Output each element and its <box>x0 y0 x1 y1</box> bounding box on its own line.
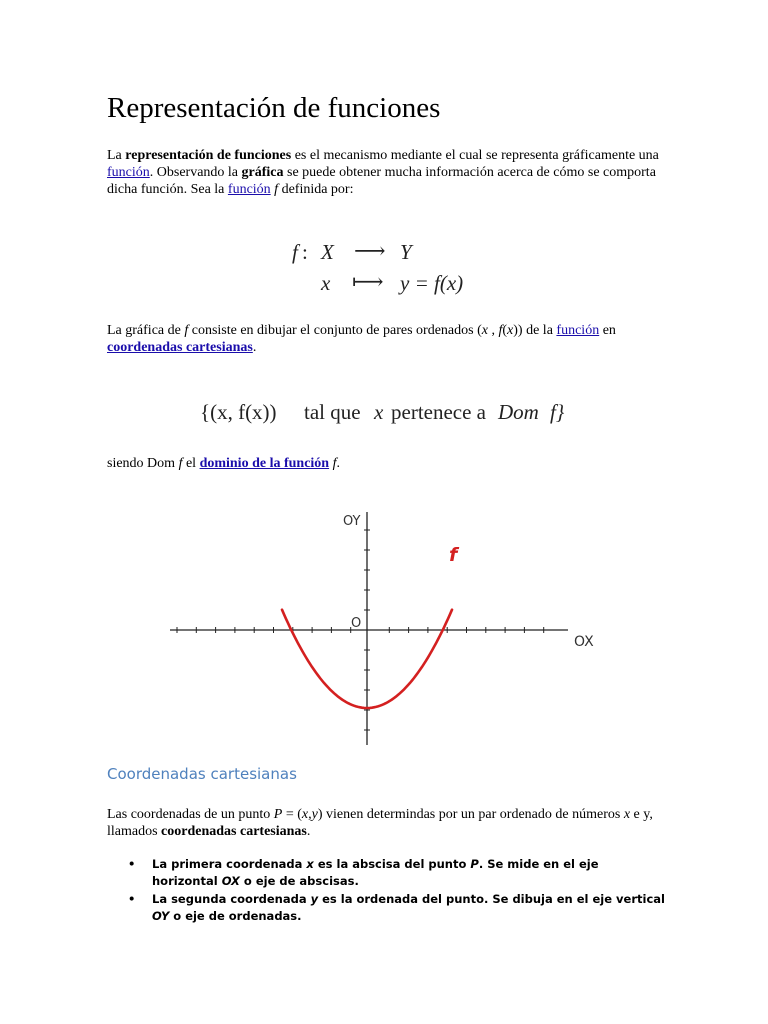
formula-set-dom: Dom <box>498 400 539 424</box>
gp-f: f <box>184 323 189 338</box>
formula-set-f: f} <box>550 400 565 424</box>
link-coordenadas-cartesianas[interactable]: coordenadas cartesianas <box>107 340 253 355</box>
sp-x: x <box>623 807 631 822</box>
gp-text-6: . <box>252 340 257 355</box>
section-heading: Coordenadas cartesianas <box>107 765 297 783</box>
intro-text-6: definida por: <box>278 182 354 197</box>
y-axis <box>364 512 370 745</box>
section-paragraph <box>107 806 667 840</box>
intro-bold-grafica: gráfica <box>241 165 284 180</box>
formula-set-x: x <box>374 400 384 424</box>
gp-text-1: La gráfica de <box>107 323 185 338</box>
x-axis <box>170 627 568 633</box>
sp-xy: x,y <box>301 807 318 822</box>
formula-set-talque: tal que <box>304 400 361 424</box>
link-funcion-1[interactable]: función <box>107 165 150 180</box>
gp-xx: x <box>507 323 514 338</box>
intro-text-3: . Observando la <box>149 165 242 180</box>
formula-set-pertenece: pertenece a <box>391 400 487 424</box>
formula-set-pair: {(x, f(x)) <box>200 400 277 424</box>
dp-dot: . <box>336 456 340 471</box>
b1-P: P <box>470 857 479 871</box>
intro-text-4: se puede obtener mucha información acerca de cómo se comporta dicha función. Sea la <box>107 165 656 197</box>
b2-text-2: es la ordenada del punto. Se dibuja en el eje vertical <box>318 892 665 906</box>
formula-y-eq-fx: y = f(x) <box>400 271 464 295</box>
formula-X: X <box>321 240 334 264</box>
formula-mapsto: ⟼ <box>352 269 384 294</box>
sp-text-3: e y, llamados <box>107 807 653 839</box>
gp-text-4: )) de la <box>513 323 557 338</box>
link-funcion-3[interactable]: función <box>556 323 600 338</box>
link-funcion-2[interactable]: función <box>227 182 271 197</box>
gp-paren: ( <box>502 323 508 338</box>
b1-text-3: . Se mide en el eje horizontal <box>152 857 599 888</box>
gp-fx: f <box>498 323 503 338</box>
formula-Y: Y <box>400 240 412 264</box>
intro-bold-term: representación de funciones <box>125 148 292 163</box>
sp-bold: coordenadas cartesianas <box>161 824 307 839</box>
formula-x: x <box>321 271 331 295</box>
formula-arrow: ⟶ <box>354 238 386 263</box>
axis-label-oy: OY <box>343 514 361 529</box>
dp-f: f <box>178 456 183 471</box>
b2-y: y <box>310 892 319 906</box>
b1-text-1: La primera coordenada <box>152 857 307 871</box>
intro-text-2: es el mecanismo mediante el cual se representa gráficamente una <box>291 148 659 163</box>
link-dominio[interactable]: dominio de la función <box>199 456 330 471</box>
gp-text-3: , <box>487 323 499 338</box>
b1-text-2: es la abscisa del punto <box>313 857 471 871</box>
b1-x: x <box>306 857 314 871</box>
list-item <box>128 856 668 890</box>
formula-colon: : <box>302 240 308 264</box>
sp-text-1: Las coordenadas de un punto <box>107 807 274 822</box>
b2-oy: OY <box>152 909 170 923</box>
gp-x: x <box>481 323 488 338</box>
axis-label-ox: OX <box>574 634 594 650</box>
dp-text-2: el <box>182 456 200 471</box>
origin-label: O <box>351 616 362 631</box>
sp-dot: . <box>306 824 311 839</box>
b2-text-3: o eje de ordenadas. <box>169 909 302 923</box>
dp-f2: f <box>332 456 337 471</box>
sp-eq: = ( <box>282 807 302 822</box>
sp-P: P <box>273 807 283 822</box>
page-title: Representación de funciones <box>107 92 441 124</box>
gp-text-2: consiste en dibujar el conjunto de pares ordenados ( <box>188 323 482 338</box>
gp-text-5: en <box>599 323 616 338</box>
sp-text-2: ) vienen determindas por un par ordenado de números <box>317 807 624 822</box>
b1-text-4: o eje de abscisas. <box>239 874 359 888</box>
intro-text-1: La <box>107 148 126 163</box>
b2-text-1: La segunda coordenada <box>152 892 311 906</box>
bullet-list <box>128 856 668 926</box>
dp-text-1: siendo Dom <box>107 456 179 471</box>
b1-ox: OX <box>221 874 240 888</box>
formula-f: f <box>292 240 298 264</box>
intro-f: f <box>274 182 279 197</box>
curve-label-f: f <box>449 544 458 566</box>
list-item <box>128 891 668 925</box>
